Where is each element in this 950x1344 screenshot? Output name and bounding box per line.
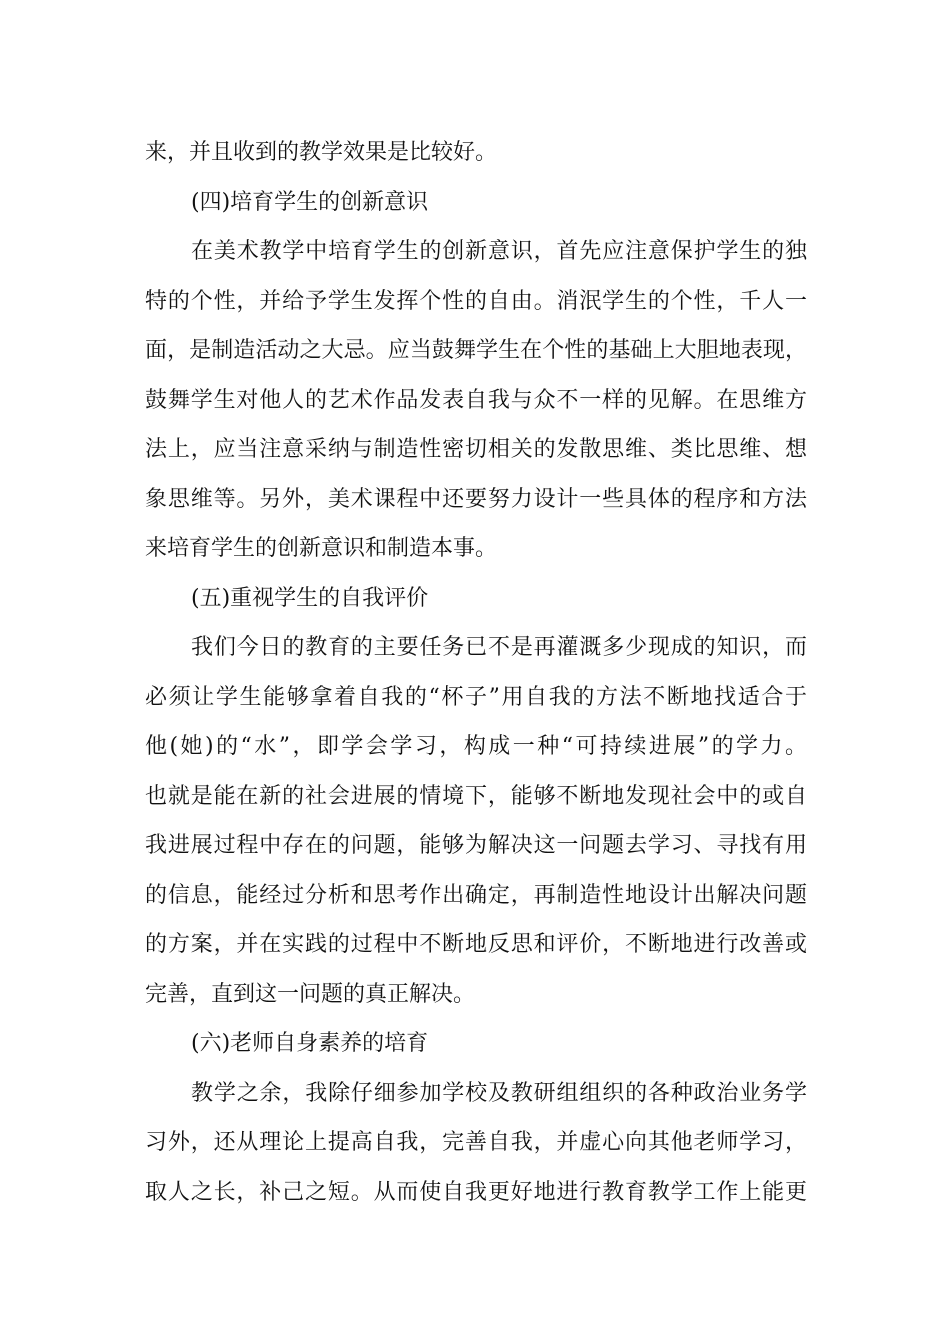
document-body	[145, 128, 807, 1217]
text-line: 的方案，并在实践的过程中不断地反思和评价，不断地进行改善或	[145, 932, 807, 957]
text-line: 法上，应当注意采纳与制造性密切相关的发散思维、类比思维、想	[145, 437, 807, 462]
text-line: 鼓舞学生对他人的艺术作品发表自我与众不一样的见解。在思维方	[145, 387, 807, 413]
text-line: 来培育学生的创新意识和制造本事。	[145, 536, 498, 561]
paragraph-first-line: 在美术教学中培育学生的创新意识，首先应注意保护学生的独	[191, 239, 807, 264]
text-line: 象思维等。另外，美术课程中还要努力设计一些具体的程序和方法	[145, 486, 807, 512]
text-line: 习外，还从理论上提高自我，完善自我，并虚心向其他老师学习，	[145, 1130, 807, 1155]
text-line: 必须让学生能够拿着自我的“杯子”用自我的方法不断地找适合于	[145, 684, 807, 710]
text-line: 完善，直到这一问题的真正解决。	[145, 981, 476, 1007]
text-line: 来，并且收到的教学效果是比较好。	[145, 140, 498, 165]
text-line: 也就是能在新的社会进展的情境下，能够不断地发现社会中的或自	[145, 783, 807, 809]
text-line: 的信息，能经过分析和思考作出确定，再制造性地设计出解决问题	[145, 882, 807, 908]
text-line: 我进展过程中存在的问题，能够为解决这一问题去学习、寻找有用	[145, 833, 807, 858]
section-heading: (四)培育学生的创新意识	[191, 189, 429, 215]
section-heading: (六)老师自身素养的培育	[191, 1031, 429, 1056]
paragraph-first-line: 教学之余，我除仔细参加学校及教研组组织的各种政治业务学	[191, 1080, 807, 1106]
text-line: 特的个性，并给予学生发挥个性的自由。消泯学生的个性，千人一	[145, 288, 807, 314]
section-heading: (五)重视学生的自我评价	[191, 585, 429, 611]
text-line: 面，是制造活动之大忌。应当鼓舞学生在个性的基础上大胆地表现，	[145, 338, 807, 363]
text-line: 取人之长，补己之短。从而使自我更好地进行教育教学工作上能更	[145, 1179, 807, 1205]
paragraph-first-line: 我们今日的教育的主要任务已不是再灌溉多少现成的知识，而	[191, 635, 807, 660]
text-line: 他(她)的“水”，即学会学习，构成一种“可持续进展”的学力。	[145, 734, 807, 759]
